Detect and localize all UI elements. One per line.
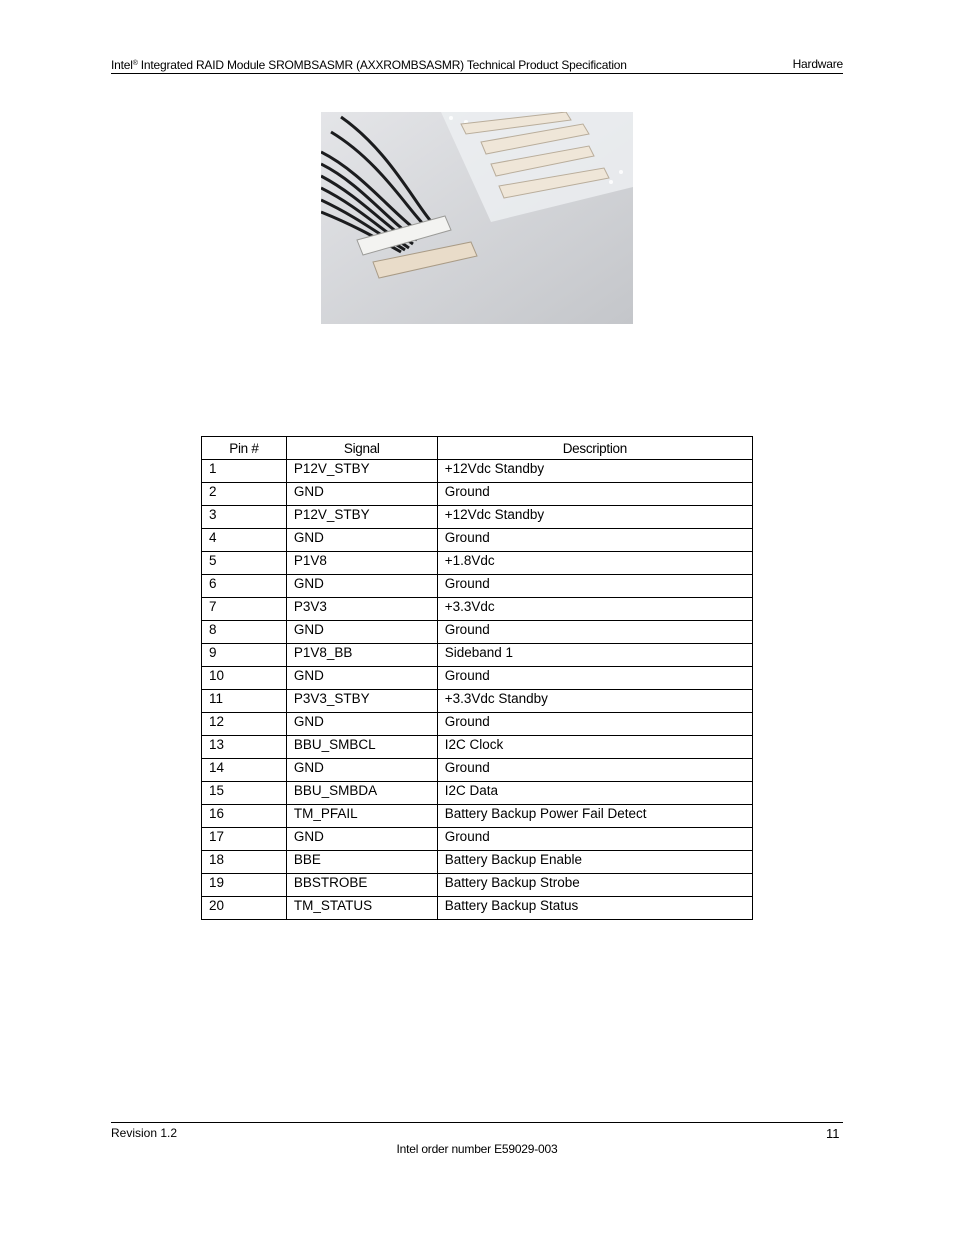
signal-cell: P12V_STBY xyxy=(286,506,437,529)
order-number: Intel order number E59029-003 xyxy=(396,1142,558,1156)
description-cell: I2C Clock xyxy=(437,736,752,759)
signal-cell: P3V3_STBY xyxy=(286,690,437,713)
description-cell: Ground xyxy=(437,759,752,782)
description-cell: +3.3Vdc xyxy=(437,598,752,621)
signal-cell: P1V8_BB xyxy=(286,644,437,667)
description-cell: Ground xyxy=(437,483,752,506)
table-row xyxy=(202,690,753,713)
pin-number-cell: 7 xyxy=(202,598,287,621)
signal-cell: GND xyxy=(286,713,437,736)
table-row xyxy=(202,874,753,897)
table-row xyxy=(202,529,753,552)
pin-number-cell: 16 xyxy=(202,805,287,828)
pin-number-cell: 18 xyxy=(202,851,287,874)
signal-cell: BBU_SMBDA xyxy=(286,782,437,805)
description-cell: Ground xyxy=(437,529,752,552)
signal-cell: GND xyxy=(286,828,437,851)
pin-number-cell: 8 xyxy=(202,621,287,644)
description-cell: +12Vdc Standby xyxy=(437,460,752,483)
table-row xyxy=(202,621,753,644)
pin-number-cell: 11 xyxy=(202,690,287,713)
registered-mark: ® xyxy=(132,60,138,67)
pin-number-cell: 19 xyxy=(202,874,287,897)
description-cell: Battery Backup Strobe xyxy=(437,874,752,897)
table-row xyxy=(202,552,753,575)
table-row xyxy=(202,506,753,529)
signal-cell: BBU_SMBCL xyxy=(286,736,437,759)
description-cell: +12Vdc Standby xyxy=(437,506,752,529)
pin-number-cell: 15 xyxy=(202,782,287,805)
signal-cell: GND xyxy=(286,621,437,644)
connector-photo xyxy=(321,112,633,324)
page-number: 11 xyxy=(826,1126,840,1141)
table-row xyxy=(202,851,753,874)
pin-number-cell: 2 xyxy=(202,483,287,506)
pin-number-cell: 12 xyxy=(202,713,287,736)
description-cell: Battery Backup Status xyxy=(437,897,752,920)
description-cell: Battery Backup Power Fail Detect xyxy=(437,805,752,828)
table-row xyxy=(202,736,753,759)
revision: Revision 1.2 xyxy=(111,1126,178,1140)
table-row xyxy=(202,483,753,506)
pin-number-cell: 5 xyxy=(202,552,287,575)
signal-cell: TM_PFAIL xyxy=(286,805,437,828)
section-name: Hardware xyxy=(792,57,843,71)
signal-cell: GND xyxy=(286,575,437,598)
pin-number-cell: 4 xyxy=(202,529,287,552)
signal-cell: P3V3 xyxy=(286,598,437,621)
pin-number-cell: 10 xyxy=(202,667,287,690)
table-row xyxy=(202,598,753,621)
description-cell: Battery Backup Enable xyxy=(437,851,752,874)
table-row xyxy=(202,460,753,483)
signal-header: Signal xyxy=(286,437,437,460)
signal-cell: GND xyxy=(286,529,437,552)
table-row xyxy=(202,575,753,598)
pin-number-cell: 9 xyxy=(202,644,287,667)
table-row xyxy=(202,897,753,920)
description-cell: Ground xyxy=(437,667,752,690)
signal-cell: GND xyxy=(286,667,437,690)
pin-number-cell: 1 xyxy=(202,460,287,483)
signal-cell: GND xyxy=(286,759,437,782)
description-header: Description xyxy=(437,437,752,460)
table-row xyxy=(202,644,753,667)
signal-cell: TM_STATUS xyxy=(286,897,437,920)
signal-cell: BBE xyxy=(286,851,437,874)
table-row xyxy=(202,828,753,851)
table-header-row xyxy=(202,437,753,460)
signal-cell: P12V_STBY xyxy=(286,460,437,483)
page-header xyxy=(111,57,843,74)
pin-header: Pin # xyxy=(202,437,287,460)
description-cell: Sideband 1 xyxy=(437,644,752,667)
description-cell: I2C Data xyxy=(437,782,752,805)
table-row xyxy=(202,713,753,736)
brand-name: Intel xyxy=(111,58,133,72)
signal-cell: BBSTROBE xyxy=(286,874,437,897)
document-title xyxy=(111,57,627,72)
description-cell: Ground xyxy=(437,621,752,644)
signal-cell: GND xyxy=(286,483,437,506)
description-cell: +1.8Vdc xyxy=(437,552,752,575)
table-row xyxy=(202,759,753,782)
pin-number-cell: 17 xyxy=(202,828,287,851)
description-cell: Ground xyxy=(437,713,752,736)
description-cell: Ground xyxy=(437,575,752,598)
title-text: Integrated RAID Module SROMBSASMR (AXXROMBSASMR) Technical Product Specification xyxy=(137,58,627,72)
pin-number-cell: 20 xyxy=(202,897,287,920)
table-row xyxy=(202,667,753,690)
table-row xyxy=(202,782,753,805)
pin-number-cell: 6 xyxy=(202,575,287,598)
pin-number-cell: 3 xyxy=(202,506,287,529)
pinout-table xyxy=(201,436,753,920)
pin-number-cell: 14 xyxy=(202,759,287,782)
footer-rule xyxy=(111,1122,843,1123)
description-cell: +3.3Vdc Standby xyxy=(437,690,752,713)
description-cell: Ground xyxy=(437,828,752,851)
table-row xyxy=(202,805,753,828)
pin-number-cell: 13 xyxy=(202,736,287,759)
signal-cell: P1V8 xyxy=(286,552,437,575)
